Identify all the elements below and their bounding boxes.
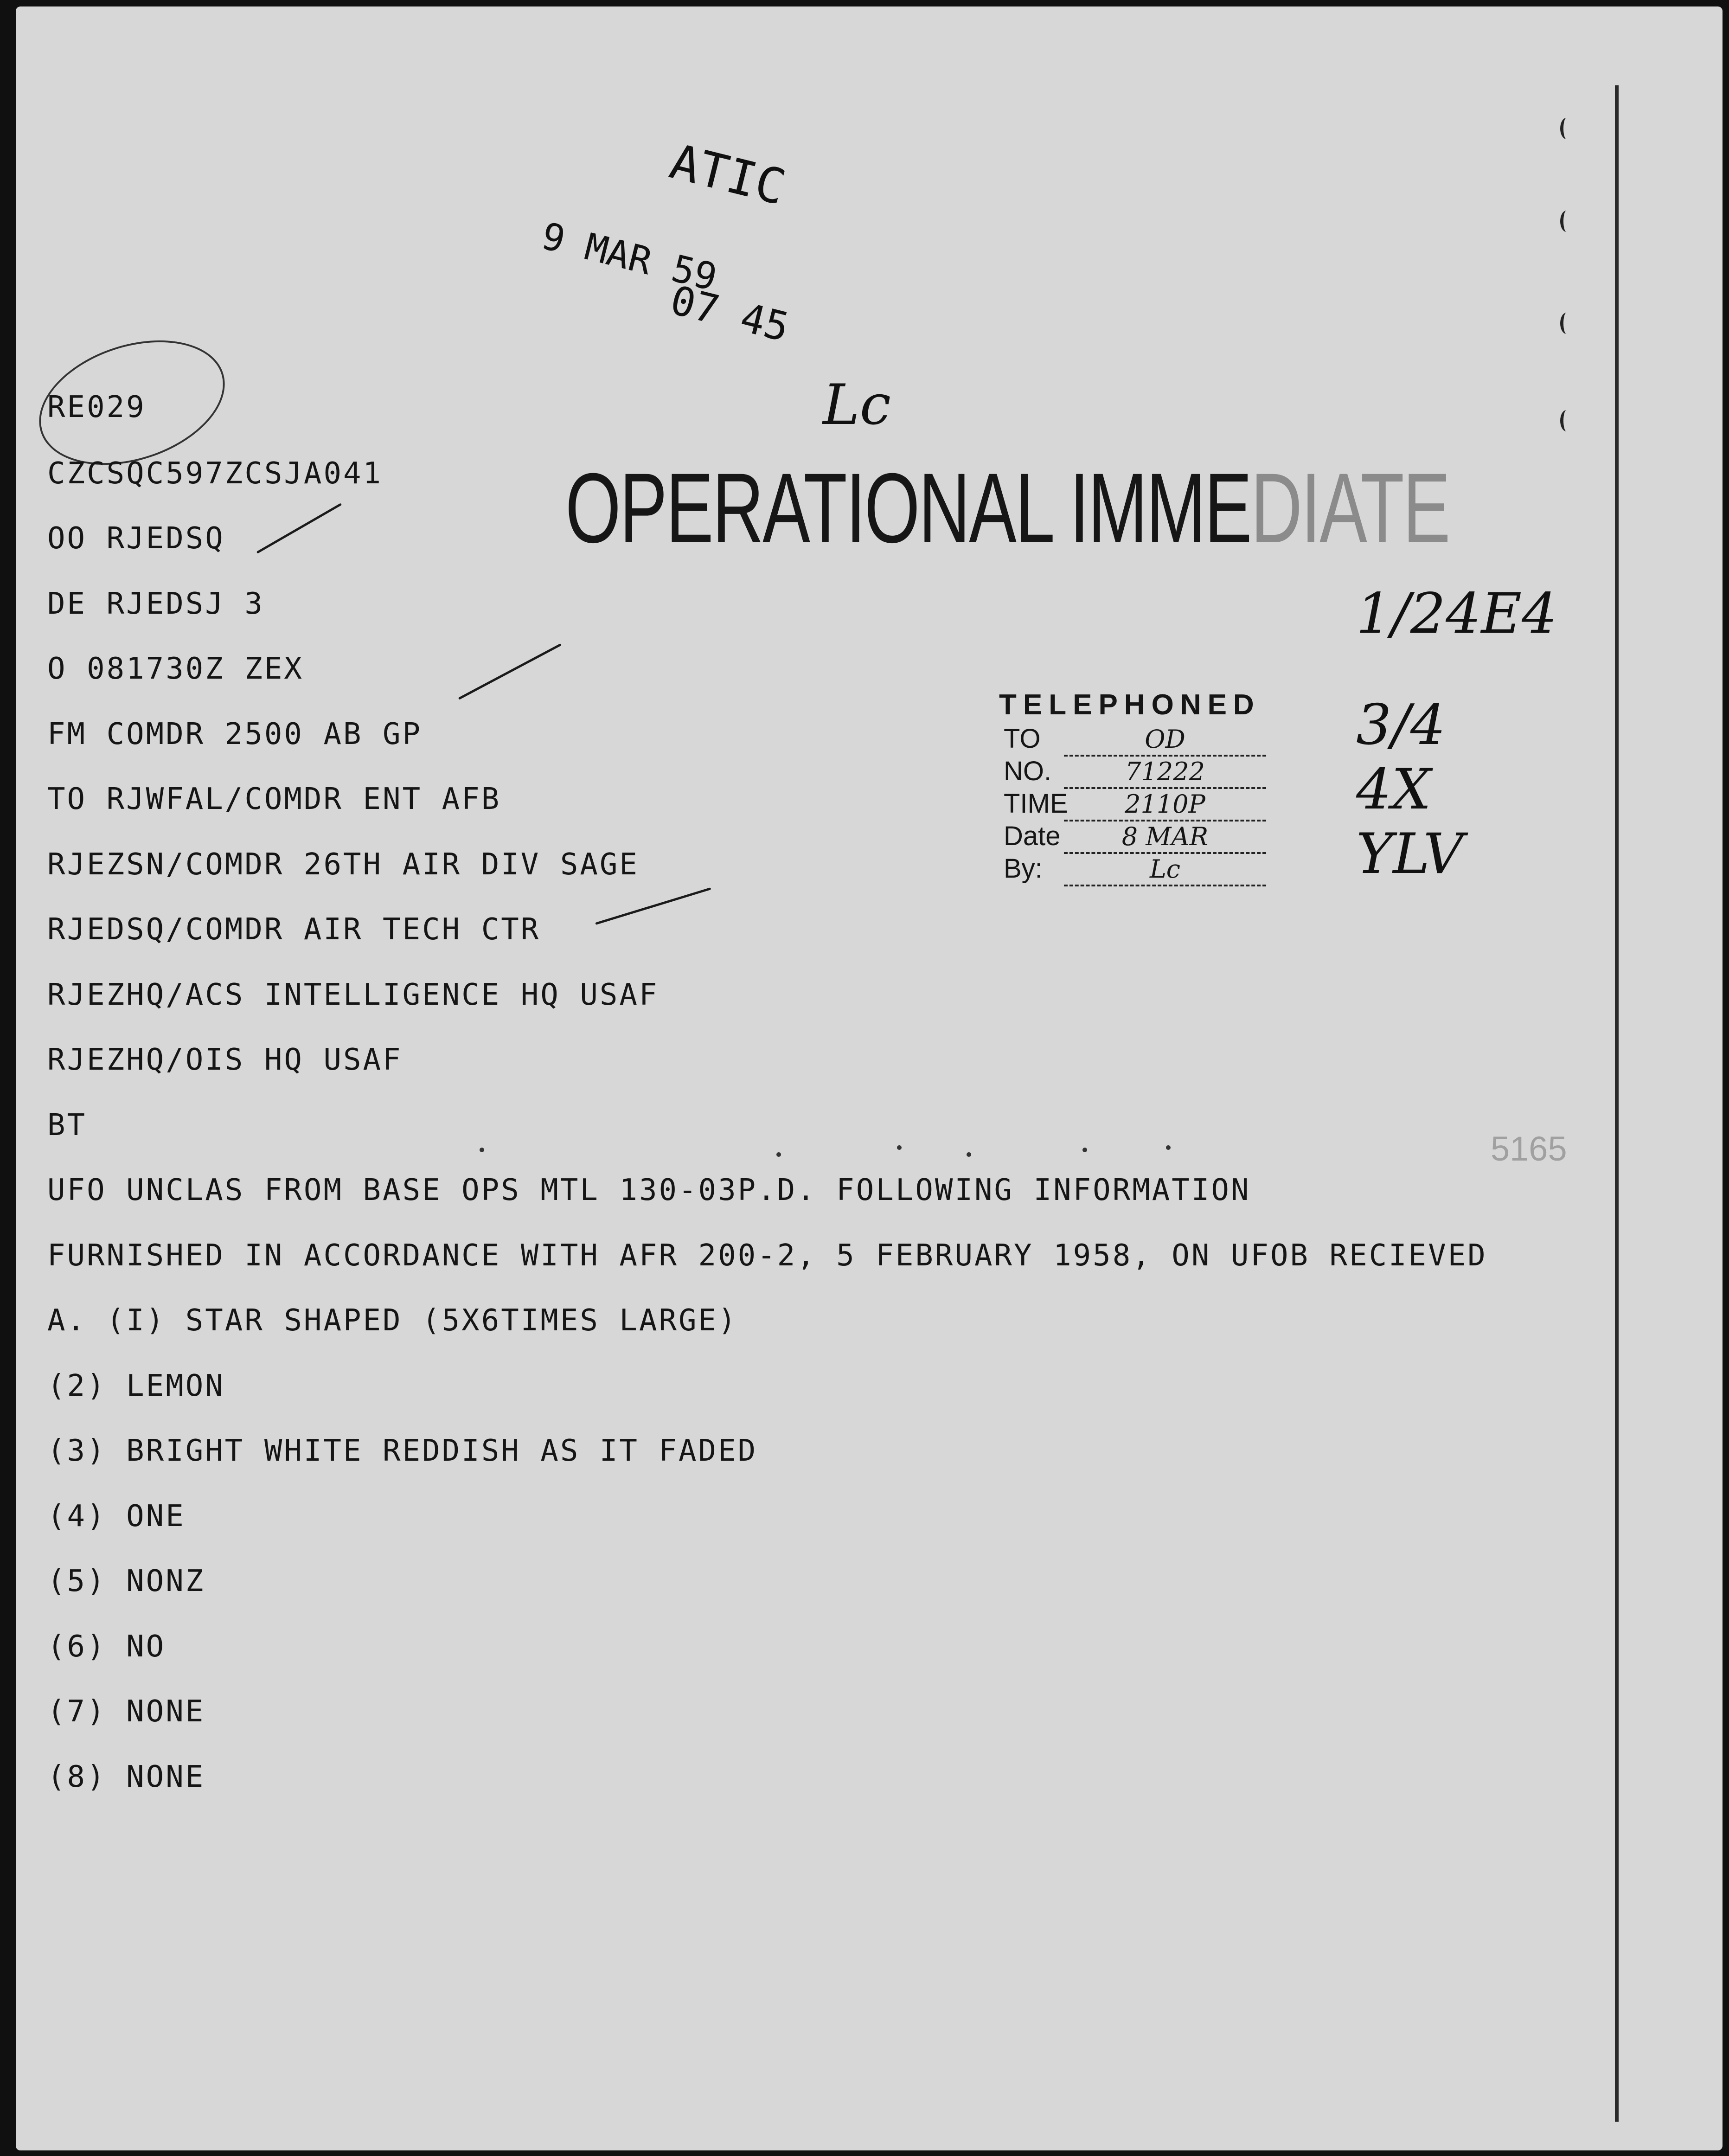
header-line: TO RJWFAL/COMDR ENT AFB — [47, 782, 501, 816]
received-date-stamp: 9 MAR 59 — [537, 214, 721, 300]
header-line: RJEDSQ/COMDR AIR TECH CTR — [47, 912, 541, 947]
binder-hole — [1560, 211, 1573, 232]
body-line: (5) NONZ — [47, 1564, 205, 1598]
body-line: (7) NONE — [47, 1694, 205, 1729]
telephoned-no-value: 71222 — [1064, 757, 1266, 789]
telephoned-no-row — [1004, 756, 1266, 789]
telephoned-title: TELEPHONED — [999, 689, 1261, 721]
stamp-initials: Lc — [823, 373, 891, 437]
body-line: (6) NO — [47, 1630, 166, 1664]
header-line: RJEZHQ/ACS INTELLIGENCE HQ USAF — [47, 978, 659, 1012]
check-mark — [256, 503, 342, 553]
body-line: A. (I) STAR SHAPED (5X6TIMES LARGE) — [47, 1303, 738, 1338]
body-line: (3) BRIGHT WHITE REDDISH AS IT FADED — [47, 1434, 758, 1468]
precedence-stamp — [565, 453, 1449, 564]
header-line: DE RJEDSJ 3 — [47, 587, 264, 621]
telephoned-by-row — [1004, 853, 1266, 886]
speck — [480, 1148, 484, 1152]
speck — [1166, 1145, 1171, 1150]
header-line: RJEZHQ/OIS HQ USAF — [47, 1043, 403, 1077]
telephoned-date-row — [1004, 821, 1266, 854]
telephoned-to-label: TO — [1004, 724, 1041, 754]
binder-hole — [1560, 410, 1573, 431]
precedence-stamp-faded: DIATE — [1250, 453, 1449, 564]
telephoned-to-value: OD — [1064, 725, 1266, 757]
body-line: FURNISHED IN ACCORDANCE WITH AFR 200-2, 5 FEBRUARY 1958, ON UFOB RECIEVED — [47, 1238, 1487, 1273]
binder-hole — [1560, 313, 1573, 334]
telephoned-no-label: NO. — [1004, 756, 1052, 786]
speck — [1082, 1148, 1087, 1152]
precedence-stamp-dark: OPERATIONAL IMME — [565, 453, 1251, 564]
speck — [776, 1152, 781, 1157]
telephoned-time-label: TIME — [1004, 789, 1068, 819]
received-time-stamp: 07 45 — [666, 277, 794, 351]
body-line: (8) NONE — [47, 1760, 205, 1794]
header-line: CZCSQC597ZCSJA041 — [47, 456, 383, 491]
teletype-page — [16, 6, 1723, 2150]
telephoned-stamp — [999, 688, 1261, 884]
speck — [897, 1145, 902, 1150]
header-line: RJEZSN/COMDR 26TH AIR DIV SAGE — [47, 847, 639, 882]
telephoned-by-label: By: — [1004, 853, 1043, 884]
routing-note-1: 1/24E4 — [1356, 582, 1557, 646]
header-line: FM COMDR 2500 AB GP — [47, 717, 423, 751]
routing-note-2: 3/4 4X YLV — [1356, 693, 1464, 886]
body-line: UFO UNCLAS FROM BASE OPS MTL 130-03P.D. FOLLOWING INFORMATION — [47, 1173, 1251, 1207]
telephoned-to-row — [1004, 723, 1266, 757]
body-line: (2) LEMON — [47, 1369, 225, 1403]
telephoned-time-row — [1004, 788, 1266, 821]
telephoned-time-value: 2110P — [1064, 789, 1266, 821]
check-mark — [595, 887, 711, 925]
page-fold-line — [1615, 85, 1619, 2122]
telephoned-by-value: Lc — [1064, 854, 1266, 886]
speck — [967, 1152, 971, 1157]
header-line: BT — [47, 1108, 87, 1142]
binder-hole — [1560, 118, 1573, 139]
margin-number: 5165 — [1491, 1129, 1567, 1168]
body-line: (4) ONE — [47, 1499, 186, 1534]
atic-stamp: ATIC — [664, 133, 791, 216]
check-mark — [458, 643, 562, 700]
header-line: O 081730Z ZEX — [47, 652, 304, 686]
telephoned-date-value: 8 MAR — [1064, 822, 1266, 854]
header-line: RE029 — [47, 390, 146, 424]
header-line: OO RJEDSQ — [47, 521, 225, 556]
telephoned-date-label: Date — [1004, 821, 1061, 851]
